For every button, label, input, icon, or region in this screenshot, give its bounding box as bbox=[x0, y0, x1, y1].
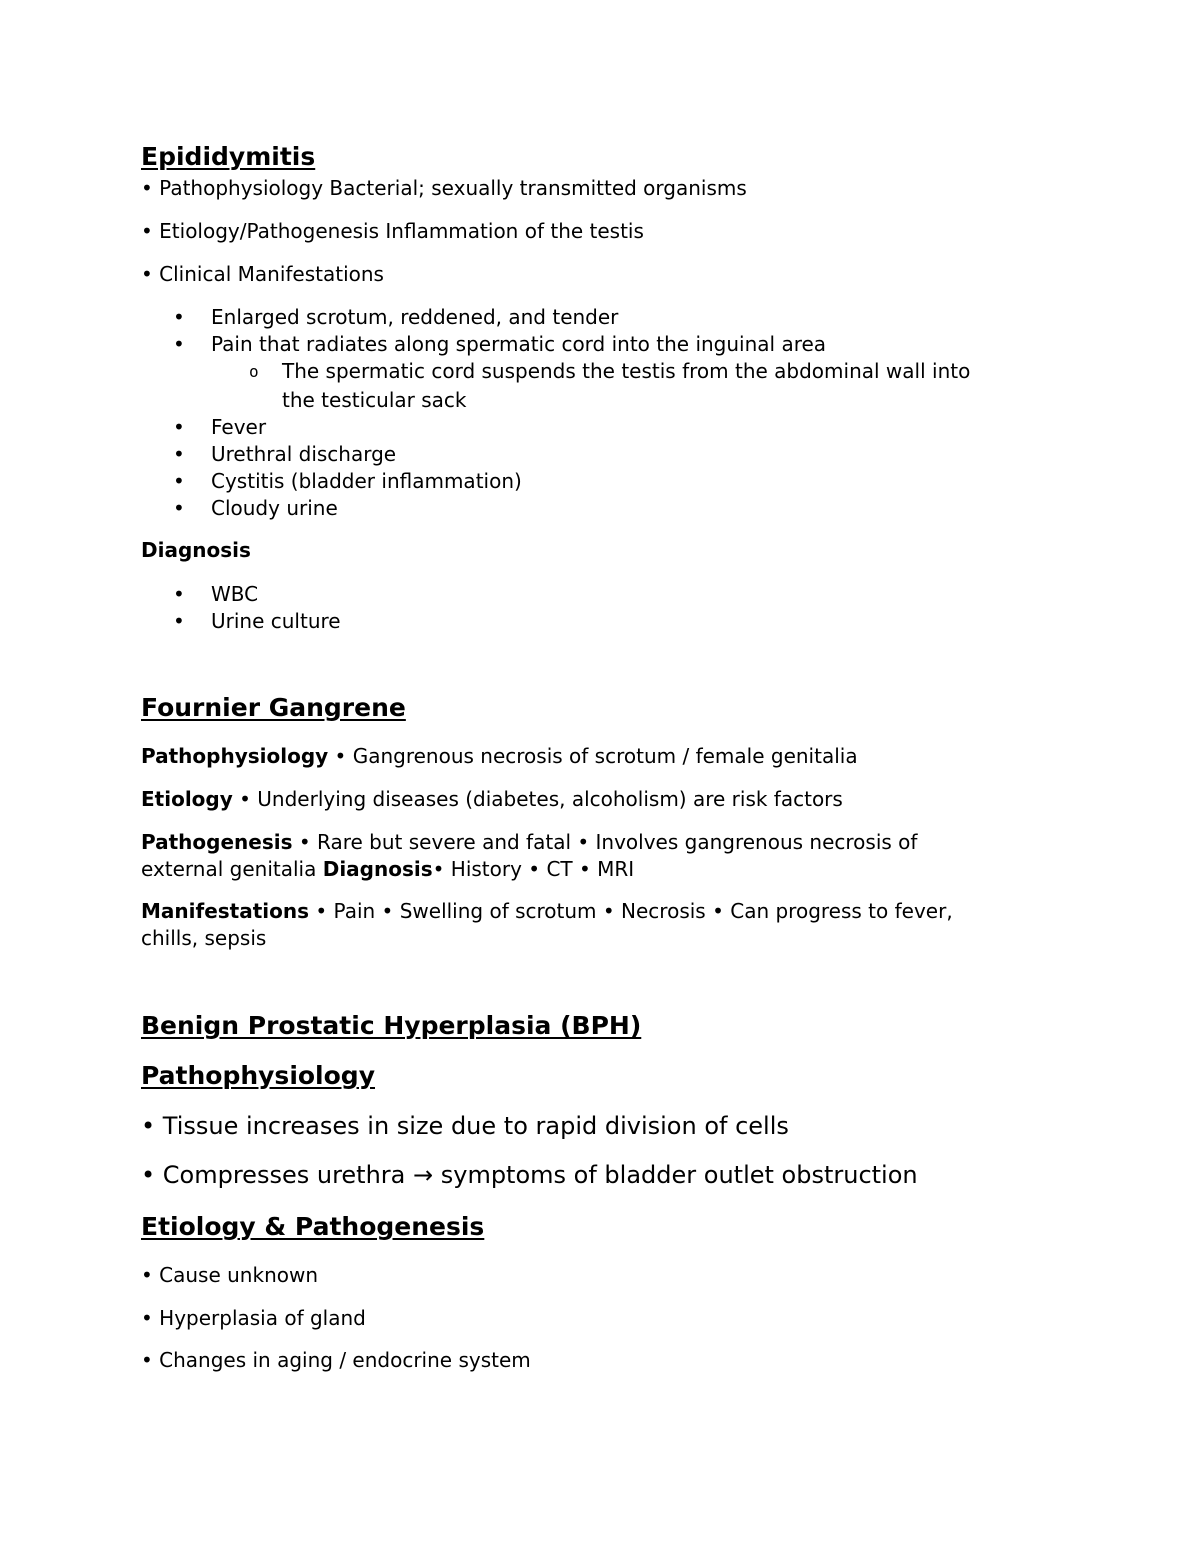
diagnosis-label: Diagnosis bbox=[141, 538, 251, 562]
section-heading-fournier: Fournier Gangrene bbox=[141, 693, 406, 722]
bph-etiology-heading: Etiology & Pathogenesis bbox=[141, 1212, 485, 1241]
list-bullet: • bbox=[173, 305, 185, 329]
fournier-etiology-text: • Underlying diseases (diabetes, alcoholism) are risk factors bbox=[232, 787, 843, 811]
fournier-manifestations-label: Manifestations bbox=[141, 899, 310, 923]
list-bullet: • bbox=[173, 496, 185, 520]
fournier-diagnosis-text: • History • CT • MRI bbox=[432, 857, 635, 881]
fournier-pathophysiology-label: Pathophysiology bbox=[141, 744, 329, 768]
fournier-etiology bbox=[141, 787, 843, 811]
fournier-pathophysiology bbox=[141, 744, 858, 768]
bph-pathophysiology-item: • Compresses urethra → symptoms of bladder outlet obstruction bbox=[141, 1161, 918, 1189]
list-bullet: • bbox=[173, 469, 185, 493]
fournier-pathogenesis-line2-text: external genitalia bbox=[141, 857, 323, 881]
bph-etiology-item: • Hyperplasia of gland bbox=[141, 1306, 366, 1330]
list-bullet: • bbox=[173, 442, 185, 466]
list-item: Fever bbox=[211, 415, 267, 439]
list-item: Cystitis (bladder inflammation) bbox=[211, 469, 522, 493]
section-heading-bph: Benign Prostatic Hyperplasia (BPH) bbox=[141, 1011, 642, 1040]
list-item: Enlarged scrotum, reddened, and tender bbox=[211, 305, 619, 329]
bph-pathophysiology-item: • Tissue increases in size due to rapid division of cells bbox=[141, 1112, 789, 1140]
section-heading-epididymitis: Epididymitis bbox=[141, 142, 316, 171]
list-item: Cloudy urine bbox=[211, 496, 338, 520]
sub-list-item-line2: the testicular sack bbox=[282, 388, 467, 412]
fournier-pathophysiology-text: • Gangrenous necrosis of scrotum / female genitalia bbox=[328, 744, 858, 768]
fournier-pathogenesis-line2 bbox=[141, 857, 634, 881]
list-bullet: • bbox=[173, 609, 185, 633]
bph-etiology-item: • Cause unknown bbox=[141, 1263, 319, 1287]
fournier-pathogenesis-label: Pathogenesis bbox=[141, 830, 293, 854]
list-bullet: • bbox=[173, 332, 185, 356]
fournier-etiology-label: Etiology bbox=[141, 787, 233, 811]
epididymitis-line-pathophysiology: • Pathophysiology Bacterial; sexually transmitted organisms bbox=[141, 176, 747, 200]
epididymitis-line-clinical-manifestations: • Clinical Manifestations bbox=[141, 262, 384, 286]
fournier-manifestations-text: • Pain • Swelling of scrotum • Necrosis • Can progress to fever, bbox=[309, 899, 953, 923]
list-item: Pain that radiates along spermatic cord into the inguinal area bbox=[211, 332, 827, 356]
list-bullet: • bbox=[173, 415, 185, 439]
list-item: Urethral discharge bbox=[211, 442, 397, 466]
fournier-pathogenesis-text: • Rare but severe and fatal • Involves gangrenous necrosis of bbox=[292, 830, 918, 854]
fournier-diagnosis-label: Diagnosis bbox=[322, 857, 433, 881]
sub-list-item-line1: The spermatic cord suspends the testis from the abdominal wall into bbox=[282, 359, 971, 383]
list-item: Urine culture bbox=[211, 609, 341, 633]
fournier-manifestations-line2: chills, sepsis bbox=[141, 926, 267, 950]
epididymitis-line-etiology: • Etiology/Pathogenesis Inflammation of the testis bbox=[141, 219, 644, 243]
bph-etiology-item: • Changes in aging / endocrine system bbox=[141, 1348, 531, 1372]
sub-list-bullet: o bbox=[249, 362, 259, 381]
list-item: WBC bbox=[211, 582, 259, 606]
fournier-pathogenesis bbox=[141, 830, 917, 854]
fournier-manifestations bbox=[141, 899, 953, 923]
bph-pathophysiology-heading: Pathophysiology bbox=[141, 1061, 375, 1090]
list-bullet: • bbox=[173, 582, 185, 606]
